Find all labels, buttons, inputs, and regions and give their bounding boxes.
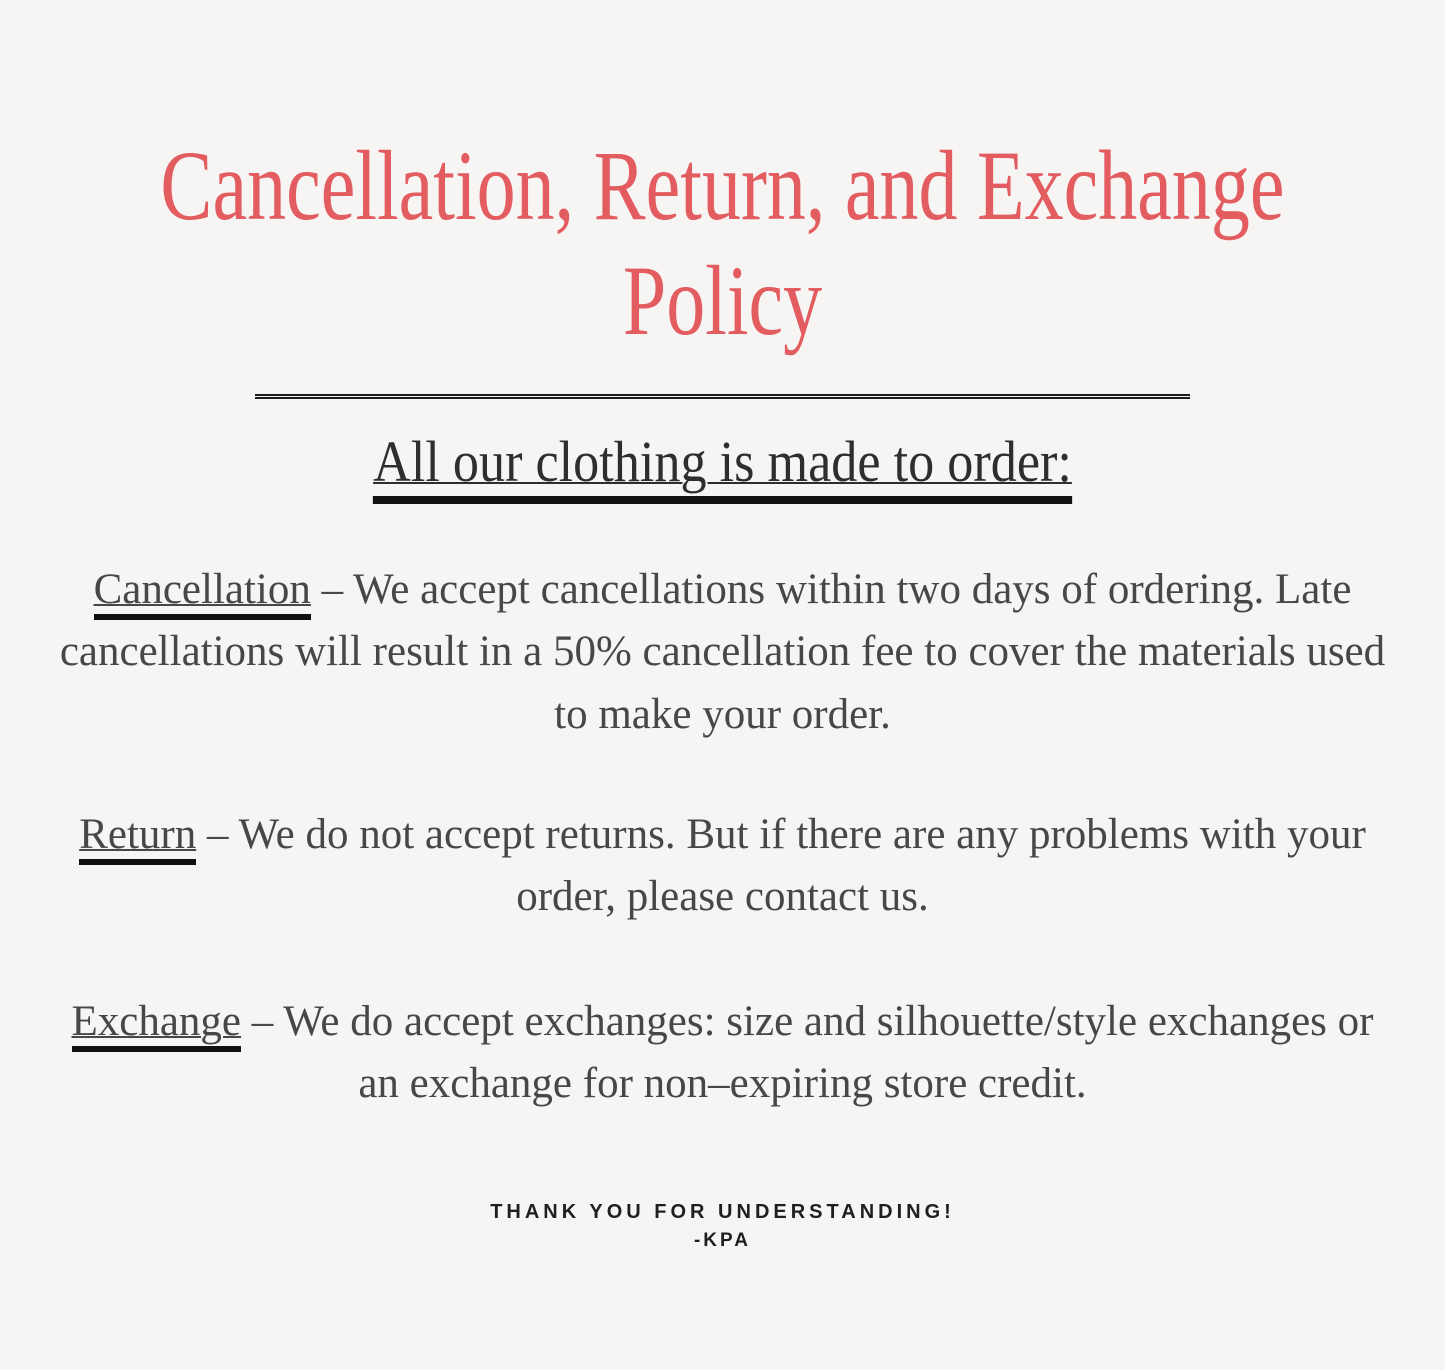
poster-header: [0, 128, 1445, 495]
return-dash-separator: –: [196, 811, 239, 859]
subtitle: [72, 428, 1373, 495]
cancellation-dash-separator: –: [310, 566, 354, 613]
cancellation-heading: Cancellation: [94, 566, 311, 620]
page-title: [159, 128, 1286, 358]
return-policy-paragraph: [58, 804, 1388, 929]
cancellation-body-text: We accept cancellations within two days of ordering. Late cancellations will result in a 50% cancellation fee to cover the materials used to make your order.: [59, 566, 1386, 738]
exchange-policy-paragraph: [58, 991, 1388, 1116]
exchange-body-text: We do accept exchanges: size and silhouette/style exchanges or an exchange for non–expiring store credit.: [283, 997, 1374, 1108]
return-heading: Return: [79, 811, 196, 865]
page-title-line-1: Cancellation, Return, and Exchange: [160, 130, 1285, 241]
footer-signature: -KPA: [693, 1230, 752, 1252]
exchange-heading: Exchange: [72, 998, 242, 1052]
poster-footer: [0, 1201, 1445, 1252]
policy-body: [0, 559, 1445, 1115]
return-body-text: We do not accept returns. But if there are any problems with your order, please contact us.: [238, 811, 1366, 921]
title-divider: [255, 394, 1190, 396]
cancellation-policy-paragraph: [58, 559, 1388, 746]
subtitle-text: All our clothing is made to order:: [373, 429, 1072, 504]
page-title-line-2: Policy: [622, 245, 823, 356]
exchange-dash-separator: –: [241, 997, 284, 1045]
footer-thanks-text: THANK YOU FOR UNDERSTANDING!: [490, 1201, 955, 1224]
